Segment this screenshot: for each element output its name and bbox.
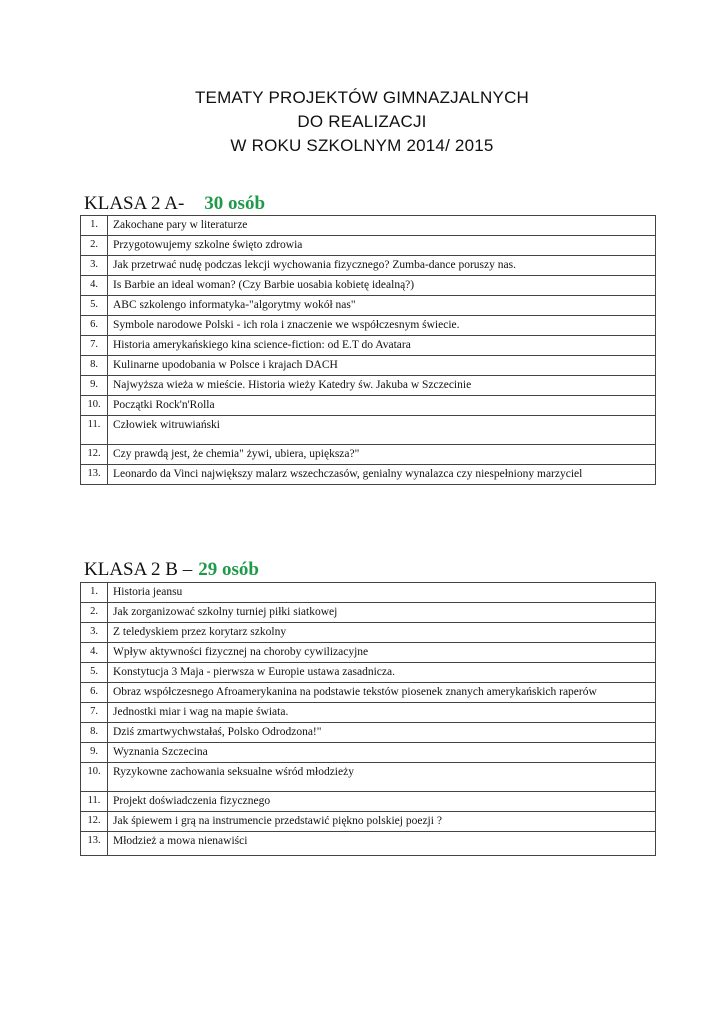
topic-number: 6. [81,683,108,703]
table-row [81,792,656,812]
topic-number: 8. [81,356,108,376]
table-row [81,465,656,485]
topic-text: Is Barbie an ideal woman? (Czy Barbie uosabia kobietę idealną?) [108,276,656,296]
topic-number: 5. [81,663,108,683]
topic-number: 4. [81,643,108,663]
topic-number: 11. [81,416,108,445]
document-title [0,86,724,158]
topic-number: 7. [81,336,108,356]
topic-text: Przygotowujemy szkolne święto zdrowia [108,236,656,256]
table-row [81,445,656,465]
topic-number: 6. [81,316,108,336]
topic-number: 13. [81,465,108,485]
table-row [81,832,656,856]
table-row [81,743,656,763]
table-row [81,583,656,603]
topic-text: Jak przetrwać nudę podczas lekcji wychowania fizycznego? Zumba-dance poruszy nas. [108,256,656,276]
table-row [81,723,656,743]
table-row [81,623,656,643]
topic-text: Z teledyskiem przez korytarz szkolny [108,623,656,643]
class-2a-label: KLASA 2 A- [84,193,185,214]
topic-number: 10. [81,396,108,416]
topic-number: 9. [81,376,108,396]
topic-text: Jak zorganizować szkolny turniej piłki siatkowej [108,603,656,623]
title-line-1: TEMATY PROJEKTÓW GIMNAZJALNYCH [194,88,530,107]
topic-text: Młodzież a mowa nienawiści [108,832,656,856]
class-2b-topics-table [80,582,656,856]
topic-text: Człowiek witruwiański [108,416,656,445]
topic-text: Ryzykowne zachowania seksualne wśród młodzieży [108,763,656,792]
table-row [81,416,656,445]
topic-text: Wpływ aktywności fizycznej na choroby cywilizacyjne [108,643,656,663]
title-line-3: W ROKU SZKOLNYM 2014/ 2015 [230,136,494,155]
table-row [81,236,656,256]
topic-number: 2. [81,236,108,256]
topic-text: Historia amerykańskiego kina science-fiction: od E.T do Avatara [108,336,656,356]
topic-number: 12. [81,812,108,832]
table-row [81,356,656,376]
topic-text: Historia jeansu [108,583,656,603]
topic-text: Leonardo da Vinci największy malarz wszechczasów, genialny wynalazca czy niespełniony marzyciel [108,465,656,485]
table-row [81,643,656,663]
topic-number: 13. [81,832,108,856]
topic-number: 11. [81,792,108,812]
table-row [81,603,656,623]
table-row [81,376,656,396]
topic-text: Czy prawdą jest, że chemia" żywi, ubiera, upiększa?" [108,445,656,465]
topic-text: Wyznania Szczecina [108,743,656,763]
topic-number: 4. [81,276,108,296]
class-2a-heading [84,192,265,216]
topic-number: 5. [81,296,108,316]
topic-number: 8. [81,723,108,743]
table-row [81,663,656,683]
table-row [81,396,656,416]
topic-number: 10. [81,763,108,792]
topic-text: Obraz współczesnego Afroamerykanina na podstawie tekstów piosenek znanych amerykańskich raperów [108,683,656,703]
topic-number: 3. [81,623,108,643]
table-row [81,336,656,356]
table-row [81,763,656,792]
topic-text: Zakochane pary w literaturze [108,216,656,236]
topic-text: Projekt doświadczenia fizycznego [108,792,656,812]
title-line-2: DO REALIZACJI [297,112,427,131]
table-row [81,256,656,276]
table-row [81,216,656,236]
topic-number: 3. [81,256,108,276]
topic-number: 7. [81,703,108,723]
class-2b-label: KLASA 2 B – [84,559,193,580]
table-row [81,296,656,316]
topic-number: 2. [81,603,108,623]
topic-text: Początki Rock'n'Rolla [108,396,656,416]
topic-text: Dziś zmartwychwstałaś, Polsko Odrodzona!" [108,723,656,743]
topic-text: Symbole narodowe Polski - ich rola i znaczenie we współczesnym świecie. [108,316,656,336]
topic-number: 9. [81,743,108,763]
topic-text: Kulinarne upodobania w Polsce i krajach DACH [108,356,656,376]
topic-text: Najwyższa wieża w mieście. Historia wieży Katedry św. Jakuba w Szczecinie [108,376,656,396]
table-row [81,812,656,832]
class-2a-topics-table [80,215,656,485]
class-2a-count: 30 osób [204,193,266,214]
table-row [81,316,656,336]
table-row [81,683,656,703]
class-2b-count: 29 osób [198,559,259,580]
topic-number: 12. [81,445,108,465]
topic-number: 1. [81,583,108,603]
table-row [81,276,656,296]
class-2b-heading [84,558,259,582]
table-row [81,703,656,723]
topic-text: Jednostki miar i wag na mapie świata. [108,703,656,723]
topic-number: 1. [81,216,108,236]
topic-text: Konstytucja 3 Maja - pierwsza w Europie ustawa zasadnicza. [108,663,656,683]
topic-text: Jak śpiewem i grą na instrumencie przedstawić piękno polskiej poezji ? [108,812,656,832]
topic-text: ABC szkolengo informatyka-"algorytmy wokół nas" [108,296,656,316]
